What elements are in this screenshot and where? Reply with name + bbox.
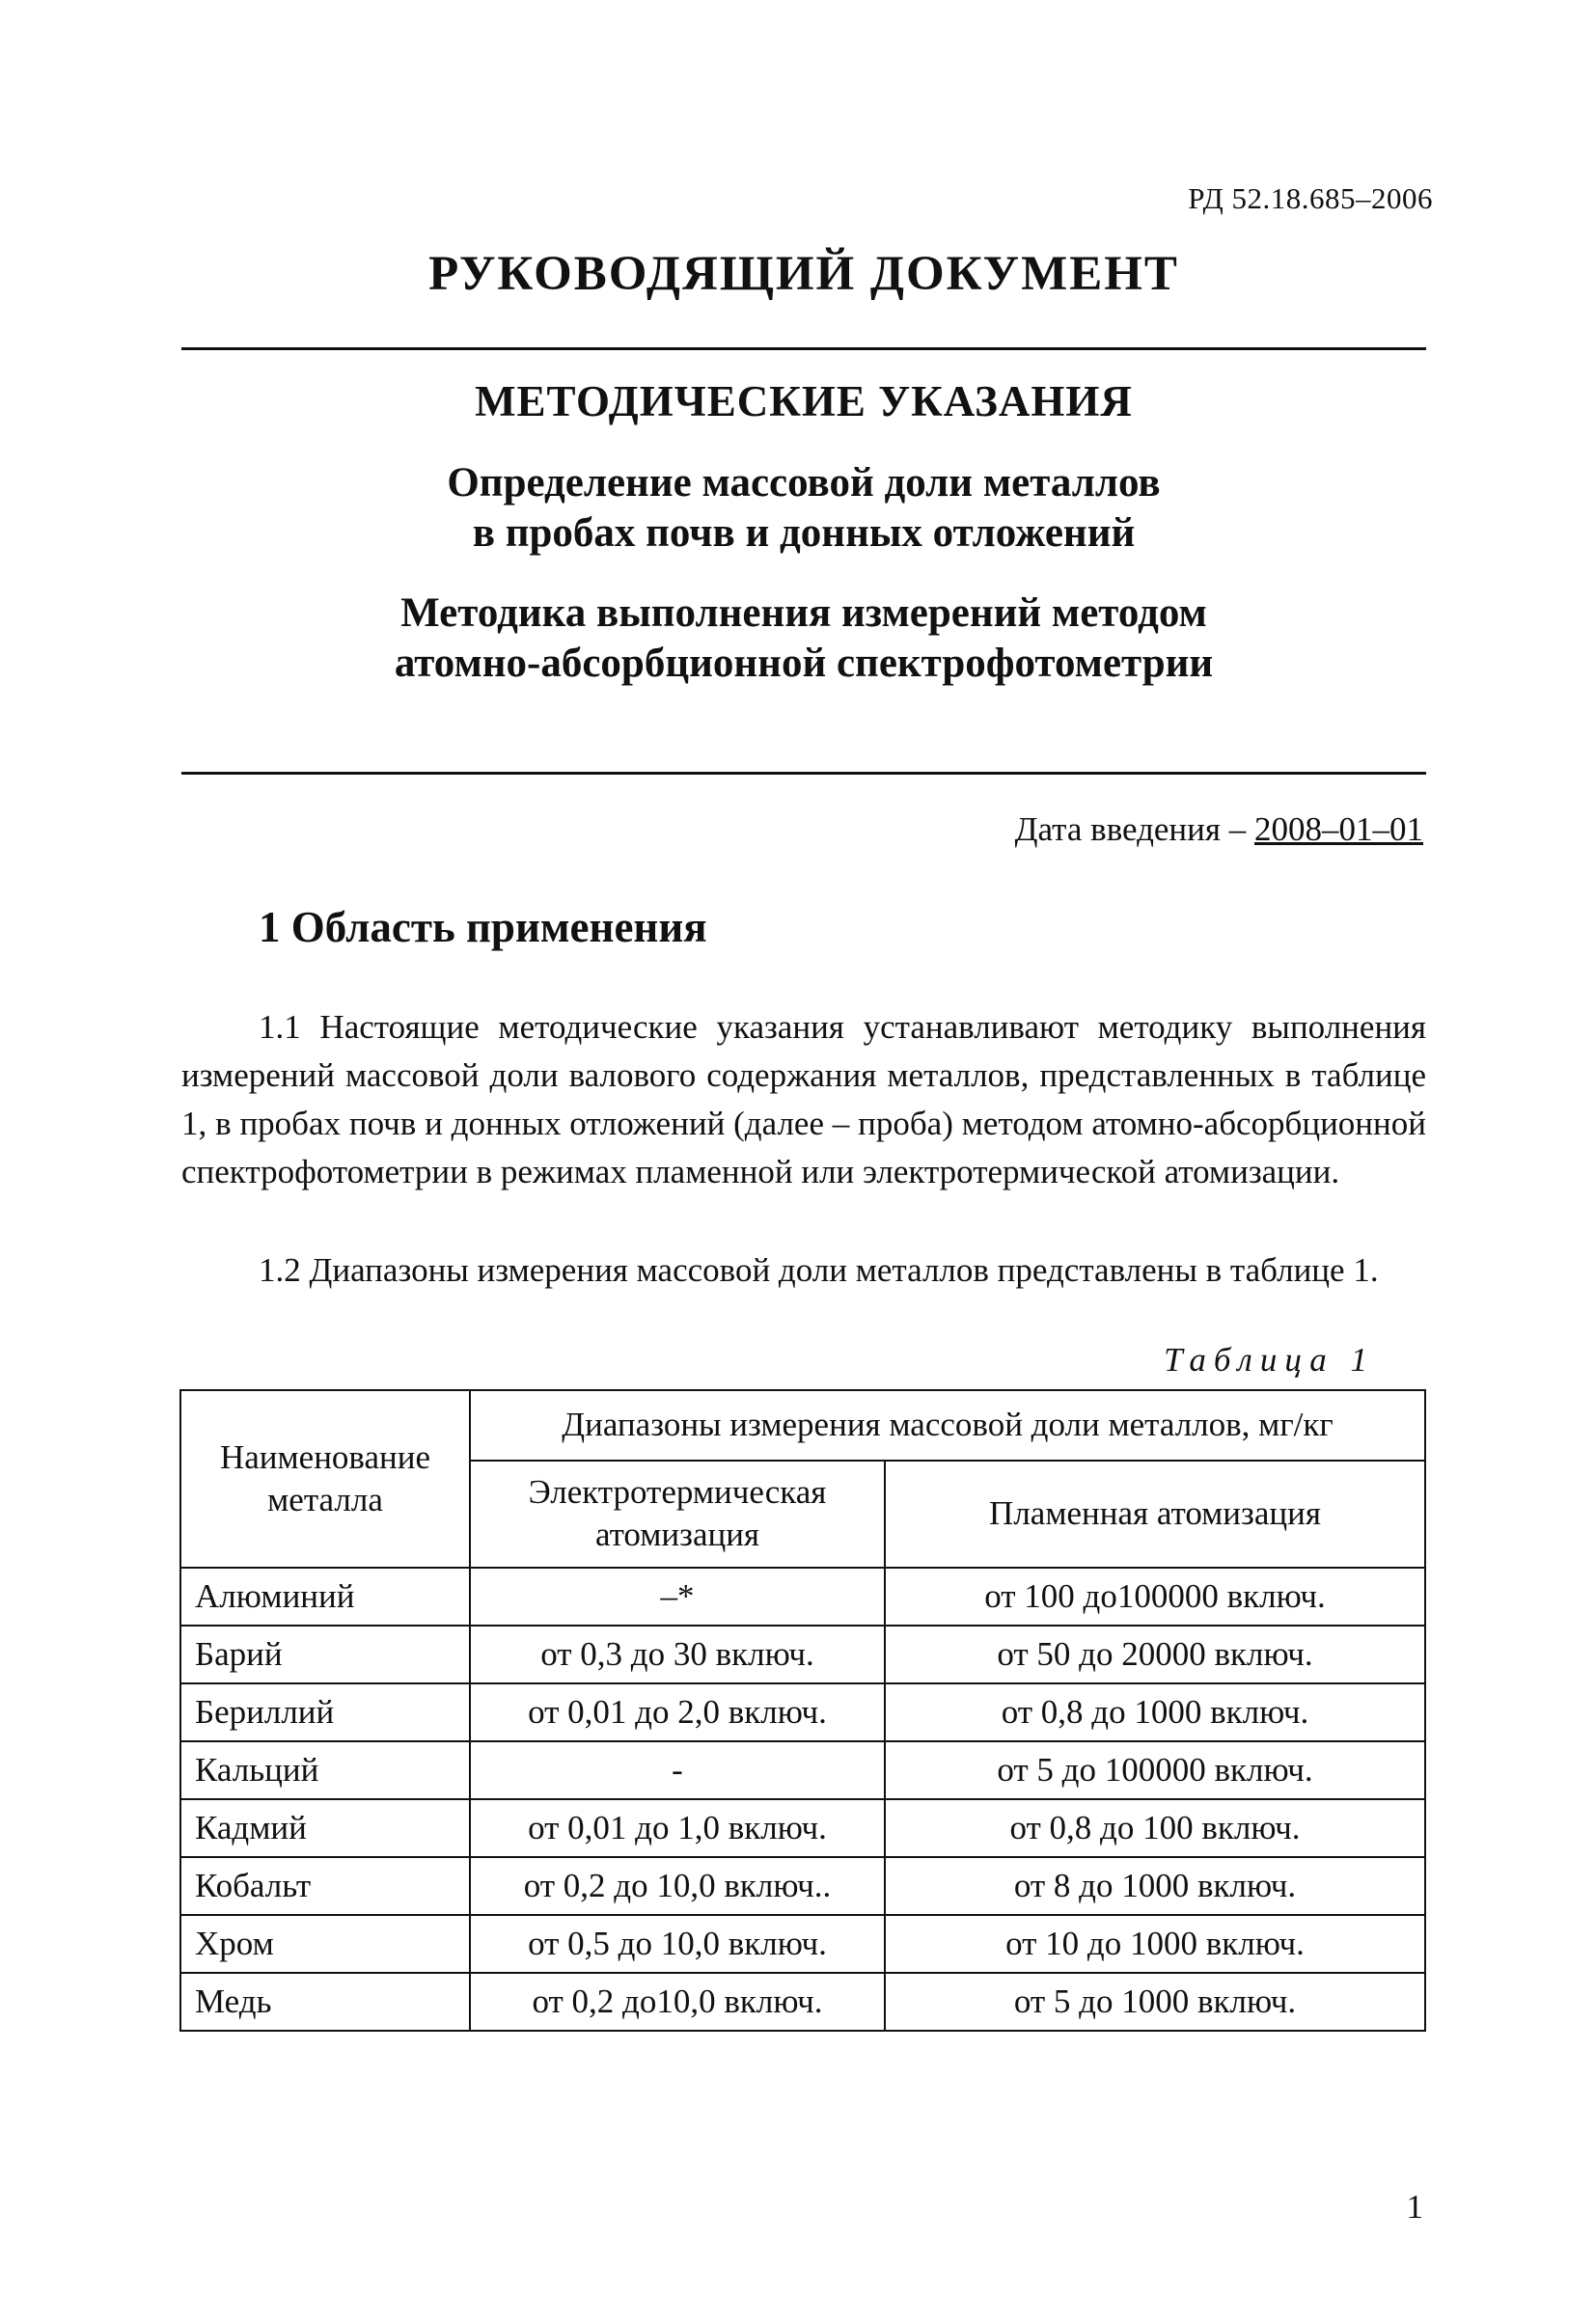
- electrothermal-range: от 0,3 до 30 включ.: [470, 1626, 885, 1683]
- table-header-row-1: [180, 1390, 1425, 1461]
- paragraph-1-2-text: 1.2 Диапазоны измерения массовой доли металлов представлены в таблице 1.: [259, 1251, 1379, 1289]
- electrothermal-range: –*: [470, 1568, 885, 1626]
- paragraph-1-1-text: 1.1 Настоящие методические указания устанавливают методику выполнения измерений массовой доли валового содержания металлов, представленных в таблице 1, в пробах почв и донных отложений (далее – проба) методом атомно-абсорбционной спектрофотометрии в режимах пламенной или электротермической атомизации.: [181, 1008, 1426, 1190]
- metal-name: Медь: [180, 1973, 470, 2031]
- flame-range: от 50 до 20000 включ.: [885, 1626, 1425, 1683]
- metals-range-table: [179, 1389, 1426, 2032]
- intro-date: [1015, 810, 1423, 849]
- paragraph-1-2: [181, 1246, 1426, 1295]
- electrothermal-range: от 0,2 до 10,0 включ..: [470, 1857, 885, 1915]
- intro-date-value: 2008–01–01: [1254, 810, 1423, 848]
- table-row: [180, 1915, 1425, 1973]
- subtitle-method-line-2: атомно-абсорбционной спектрофотометрии: [394, 641, 1214, 686]
- metal-name: Алюминий: [180, 1568, 470, 1626]
- electrothermal-range: от 0,2 до10,0 включ.: [470, 1973, 885, 2031]
- subtitle-method-line-1: Методика выполнения измерений методом: [400, 590, 1207, 636]
- table-row: [180, 1568, 1425, 1626]
- table-row: [180, 1973, 1425, 2031]
- metal-name: Кальций: [180, 1741, 470, 1799]
- metal-name: Кобальт: [180, 1857, 470, 1915]
- table-row: [180, 1741, 1425, 1799]
- flame-range: от 5 до 1000 включ.: [885, 1973, 1425, 2031]
- header-electrothermal: Электротермическая атомизация: [470, 1461, 885, 1568]
- intro-date-label: Дата введения –: [1014, 810, 1254, 848]
- paragraph-1-1: [181, 1003, 1426, 1196]
- flame-range: от 5 до 100000 включ.: [885, 1741, 1425, 1799]
- section-heading: 1 Область применения: [259, 903, 707, 951]
- document-code: РД 52.18.685–2006: [1188, 181, 1433, 215]
- electrothermal-range: от 0,5 до 10,0 включ.: [470, 1915, 885, 1973]
- table-row: [180, 1857, 1425, 1915]
- flame-range: от 10 до 1000 включ.: [885, 1915, 1425, 1973]
- table-caption: Таблица 1: [1164, 1341, 1375, 1379]
- title-divider-top: [181, 347, 1426, 350]
- metal-name: Хром: [180, 1915, 470, 1973]
- electrothermal-range: -: [470, 1741, 885, 1799]
- table-row: [180, 1799, 1425, 1857]
- flame-range: от 8 до 1000 включ.: [885, 1857, 1425, 1915]
- metal-name: Барий: [180, 1626, 470, 1683]
- table-row: [180, 1626, 1425, 1683]
- metal-name: Бериллий: [180, 1683, 470, 1741]
- page-number: 1: [1406, 2188, 1423, 2226]
- title-divider-bottom: [181, 772, 1426, 775]
- header-ranges: Диапазоны измерения массовой доли металлов, мг/кг: [470, 1390, 1425, 1461]
- flame-range: от 0,8 до 1000 включ.: [885, 1683, 1425, 1741]
- electrothermal-range: от 0,01 до 2,0 включ.: [470, 1683, 885, 1741]
- header-flame: Пламенная атомизация: [885, 1461, 1425, 1568]
- electrothermal-range: от 0,01 до 1,0 включ.: [470, 1799, 885, 1857]
- document-title: РУКОВОДЯЩИЙ ДОКУМЕНТ: [428, 247, 1179, 301]
- metal-name: Кадмий: [180, 1799, 470, 1857]
- flame-range: от 0,8 до 100 включ.: [885, 1799, 1425, 1857]
- table-row: [180, 1683, 1425, 1741]
- subtitle-determination-line-2: в пробах почв и донных отложений: [472, 510, 1136, 556]
- subtitle-determination: [181, 458, 1426, 559]
- methodical-title: МЕТОДИЧЕСКИЕ УКАЗАНИЯ: [475, 377, 1133, 425]
- subtitle-determination-line-1: Определение массовой доли металлов: [447, 460, 1161, 506]
- header-metal-name: Наименование металла: [180, 1390, 470, 1568]
- flame-range: от 100 до100000 включ.: [885, 1568, 1425, 1626]
- subtitle-method: [181, 588, 1426, 689]
